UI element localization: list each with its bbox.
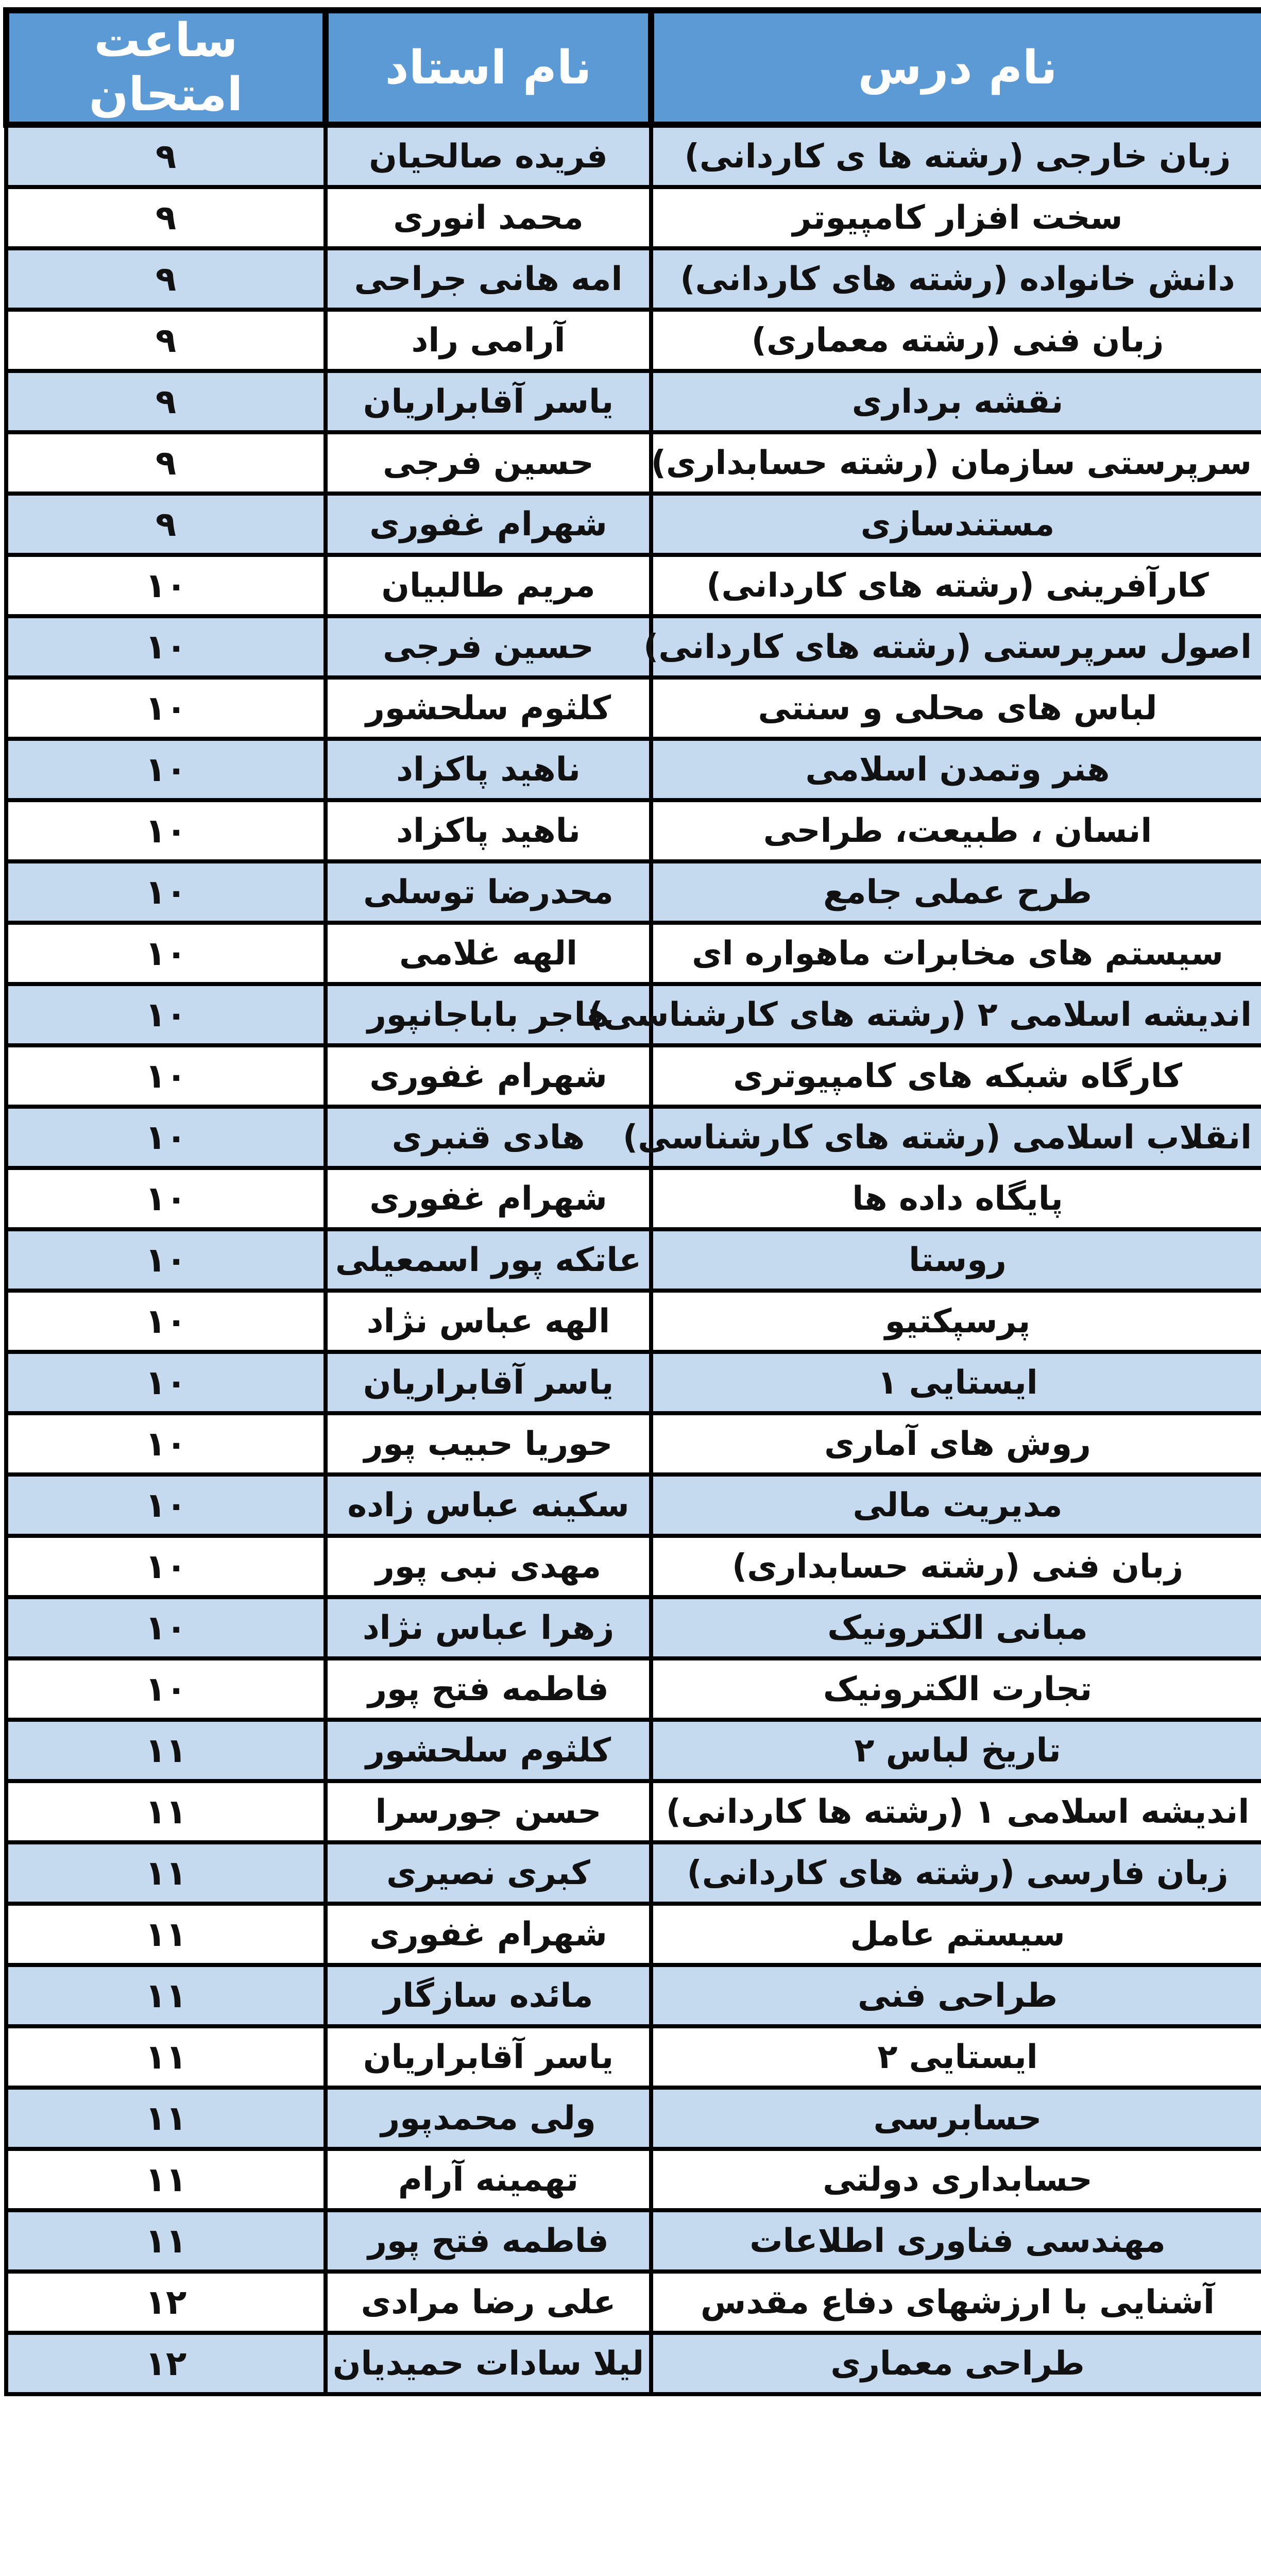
teacher-cell: فاطمه فتح پور <box>326 1658 651 1720</box>
table-row <box>6 2026 1261 2088</box>
course-cell: سیستم های مخابرات ماهواره ای <box>651 923 1261 984</box>
course-cell: مدیریت مالی <box>651 1475 1261 1536</box>
teacher-cell: مائده سازگار <box>326 1965 651 2026</box>
teacher-cell: فاطمه فتح پور <box>326 2210 651 2272</box>
course-cell: انسان ، طبیعت، طراحی <box>651 800 1261 861</box>
table-row <box>6 1842 1261 1904</box>
exam-time-cell: ۱۰ <box>6 1658 326 1720</box>
teacher-cell: شهرام غفوری <box>326 1168 651 1229</box>
table-row <box>6 677 1261 739</box>
course-cell: اندیشه اسلامی ۲ (رشته های کارشناسی) <box>651 984 1261 1045</box>
course-cell: انقلاب اسلامی (رشته های کارشناسی) <box>651 1107 1261 1168</box>
course-cell: مستندسازی <box>651 494 1261 555</box>
course-cell: دانش خانواده (رشته های کاردانی) <box>651 248 1261 310</box>
course-cell: زبان فارسی (رشته های کاردانی) <box>651 1842 1261 1904</box>
exam-time-cell: ۱۰ <box>6 1045 326 1107</box>
table-row <box>6 1045 1261 1107</box>
table-row <box>6 555 1261 616</box>
exam-time-cell: ۹ <box>6 187 326 248</box>
course-cell: سخت افزار کامپیوتر <box>651 187 1261 248</box>
exam-time-cell: ۱۱ <box>6 1842 326 1904</box>
course-cell: آشنایی با ارزشهای دفاع مقدس <box>651 2272 1261 2333</box>
course-cell: طرح عملی جامع <box>651 861 1261 923</box>
exam-time-cell: ۱۱ <box>6 1781 326 1842</box>
course-cell: لباس های محلی و سنتی <box>651 677 1261 739</box>
table-row <box>6 1720 1261 1781</box>
teacher-cell: علی رضا مرادی <box>326 2272 651 2333</box>
exam-time-cell: ۱۰ <box>6 1536 326 1597</box>
table-row <box>6 432 1261 494</box>
course-cell: اصول سرپرستی (رشته های کاردانی) <box>651 616 1261 677</box>
teacher-cell: لیلا سادات حمیدیان <box>326 2333 651 2394</box>
teacher-cell: امه هانی جراحی <box>326 248 651 310</box>
table-row <box>6 2149 1261 2210</box>
exam-time-cell: ۱۰ <box>6 923 326 984</box>
exam-time-cell: ۱۱ <box>6 1904 326 1965</box>
exam-time-cell: ۱۰ <box>6 616 326 677</box>
exam-time-cell: ۱۰ <box>6 1352 326 1413</box>
teacher-cell: فریده صالحیان <box>326 125 651 187</box>
teacher-cell: الهه عباس نژاد <box>326 1291 651 1352</box>
exam-time-cell: ۱۱ <box>6 2210 326 2272</box>
teacher-cell: حسین فرجی <box>326 432 651 494</box>
table-row <box>6 371 1261 432</box>
course-cell: پرسپکتیو <box>651 1291 1261 1352</box>
exam-time-cell: ۱۰ <box>6 1229 326 1291</box>
table-body <box>6 125 1261 2394</box>
teacher-cell: حسن جورسرا <box>326 1781 651 1842</box>
exam-time-cell: ۱۰ <box>6 1107 326 1168</box>
course-cell: نقشه برداری <box>651 371 1261 432</box>
table-header <box>6 10 1261 125</box>
exam-time-cell: ۱۱ <box>6 1720 326 1781</box>
teacher-cell: حوریا حبیب پور <box>326 1413 651 1475</box>
teacher-cell: هادی قنبری <box>326 1107 651 1168</box>
table-row <box>6 1475 1261 1536</box>
exam-time-cell: ۱۰ <box>6 1475 326 1536</box>
teacher-cell: کلثوم سلحشور <box>326 677 651 739</box>
teacher-cell: ناهید پاکزاد <box>326 800 651 861</box>
table-row <box>6 1352 1261 1413</box>
table-row <box>6 2333 1261 2394</box>
course-cell: روستا <box>651 1229 1261 1291</box>
exam-time-cell: ۱۰ <box>6 1291 326 1352</box>
table-row <box>6 1107 1261 1168</box>
course-cell: کارگاه شبکه های کامپیوتری <box>651 1045 1261 1107</box>
course-cell: زبان فنی (رشته حسابداری) <box>651 1536 1261 1597</box>
table-row <box>6 1658 1261 1720</box>
course-cell: روش های آماری <box>651 1413 1261 1475</box>
teacher-cell: حسین فرجی <box>326 616 651 677</box>
exam-time-cell: ۹ <box>6 371 326 432</box>
table-row <box>6 1965 1261 2026</box>
table-row <box>6 1413 1261 1475</box>
table-row <box>6 1229 1261 1291</box>
teacher-cell: شهرام غفوری <box>326 1904 651 1965</box>
course-cell: مهندسی فناوری اطلاعات <box>651 2210 1261 2272</box>
teacher-cell: ولی محمدپور <box>326 2088 651 2149</box>
exam-time-cell: ۱۱ <box>6 2026 326 2088</box>
exam-time-cell: ۱۰ <box>6 861 326 923</box>
exam-time-cell: ۱۲ <box>6 2272 326 2333</box>
table-row <box>6 616 1261 677</box>
course-cell: پایگاه داده ها <box>651 1168 1261 1229</box>
teacher-cell: یاسر آقابراریان <box>326 2026 651 2088</box>
teacher-cell: شهرام غفوری <box>326 1045 651 1107</box>
table-row <box>6 1904 1261 1965</box>
table-row <box>6 1291 1261 1352</box>
table-row <box>6 739 1261 800</box>
table-row <box>6 923 1261 984</box>
exam-time-cell: ۹ <box>6 432 326 494</box>
course-cell: تاریخ لباس ۲ <box>651 1720 1261 1781</box>
table-row <box>6 984 1261 1045</box>
table-row <box>6 248 1261 310</box>
teacher-cell: یاسر آقابراریان <box>326 371 651 432</box>
table-row <box>6 800 1261 861</box>
table-row <box>6 1597 1261 1658</box>
exam-time-cell: ۱۰ <box>6 984 326 1045</box>
exam-time-cell: ۱۲ <box>6 2333 326 2394</box>
table-row <box>6 861 1261 923</box>
teacher-cell: محمد انوری <box>326 187 651 248</box>
exam-time-cell: ۹ <box>6 310 326 371</box>
teacher-cell: کلثوم سلحشور <box>326 1720 651 1781</box>
course-cell: حسابداری دولتی <box>651 2149 1261 2210</box>
table-row <box>6 2088 1261 2149</box>
course-cell: اندیشه اسلامی ۱ (رشته ها کاردانی) <box>651 1781 1261 1842</box>
teacher-cell: تهمینه آرام <box>326 2149 651 2210</box>
course-cell: تجارت الکترونیک <box>651 1658 1261 1720</box>
course-cell: سرپرستی سازمان (رشته حسابداری) <box>651 432 1261 494</box>
teacher-cell: آرامی راد <box>326 310 651 371</box>
exam-time-cell: ۹ <box>6 125 326 187</box>
course-cell: طراحی معماری <box>651 2333 1261 2394</box>
teacher-cell: عاتکه پور اسمعیلی <box>326 1229 651 1291</box>
course-cell: طراحی فنی <box>651 1965 1261 2026</box>
teacher-cell: ناهید پاکزاد <box>326 739 651 800</box>
course-cell: حسابرسی <box>651 2088 1261 2149</box>
column-header-time: ساعت امتحان <box>6 10 326 125</box>
table-row <box>6 1781 1261 1842</box>
table-row <box>6 2210 1261 2272</box>
column-header-teacher: نام استاد <box>326 10 651 125</box>
table-row <box>6 125 1261 187</box>
teacher-cell: شهرام غفوری <box>326 494 651 555</box>
teacher-cell: یاسر آقابراریان <box>326 1352 651 1413</box>
exam-time-cell: ۱۱ <box>6 1965 326 2026</box>
exam-time-cell: ۱۱ <box>6 2088 326 2149</box>
teacher-cell: الهه غلامی <box>326 923 651 984</box>
table-row <box>6 310 1261 371</box>
teacher-cell: محدرضا توسلی <box>326 861 651 923</box>
teacher-cell: سکینه عباس زاده <box>326 1475 651 1536</box>
table-row <box>6 494 1261 555</box>
teacher-cell: هاجر باباجانپور <box>326 984 651 1045</box>
exam-time-cell: ۱۰ <box>6 1168 326 1229</box>
column-header-course: نام درس <box>651 10 1261 125</box>
course-cell: کارآفرینی (رشته های کاردانی) <box>651 555 1261 616</box>
table-row <box>6 1536 1261 1597</box>
exam-time-cell: ۱۱ <box>6 2149 326 2210</box>
course-cell: هنر وتمدن اسلامی <box>651 739 1261 800</box>
exam-time-cell: ۱۰ <box>6 1413 326 1475</box>
exam-time-cell: ۱۰ <box>6 739 326 800</box>
exam-time-cell: ۱۰ <box>6 555 326 616</box>
teacher-cell: مریم طالبیان <box>326 555 651 616</box>
teacher-cell: کبری نصیری <box>326 1842 651 1904</box>
table-row <box>6 187 1261 248</box>
course-cell: زبان فنی (رشته معماری) <box>651 310 1261 371</box>
table-row <box>6 2272 1261 2333</box>
exam-time-cell: ۱۰ <box>6 677 326 739</box>
header-row <box>6 10 1261 125</box>
course-cell: ایستایی ۲ <box>651 2026 1261 2088</box>
course-cell: مبانی الکترونیک <box>651 1597 1261 1658</box>
exam-schedule-table <box>3 7 1261 2396</box>
exam-time-cell: ۹ <box>6 248 326 310</box>
exam-time-cell: ۱۰ <box>6 1597 326 1658</box>
course-cell: سیستم عامل <box>651 1904 1261 1965</box>
course-cell: ایستایی ۱ <box>651 1352 1261 1413</box>
course-cell: زبان خارجی (رشته ها ی کاردانی) <box>651 125 1261 187</box>
teacher-cell: مهدی نبی پور <box>326 1536 651 1597</box>
exam-time-cell: ۹ <box>6 494 326 555</box>
table-row <box>6 1168 1261 1229</box>
teacher-cell: زهرا عباس نژاد <box>326 1597 651 1658</box>
exam-time-cell: ۱۰ <box>6 800 326 861</box>
